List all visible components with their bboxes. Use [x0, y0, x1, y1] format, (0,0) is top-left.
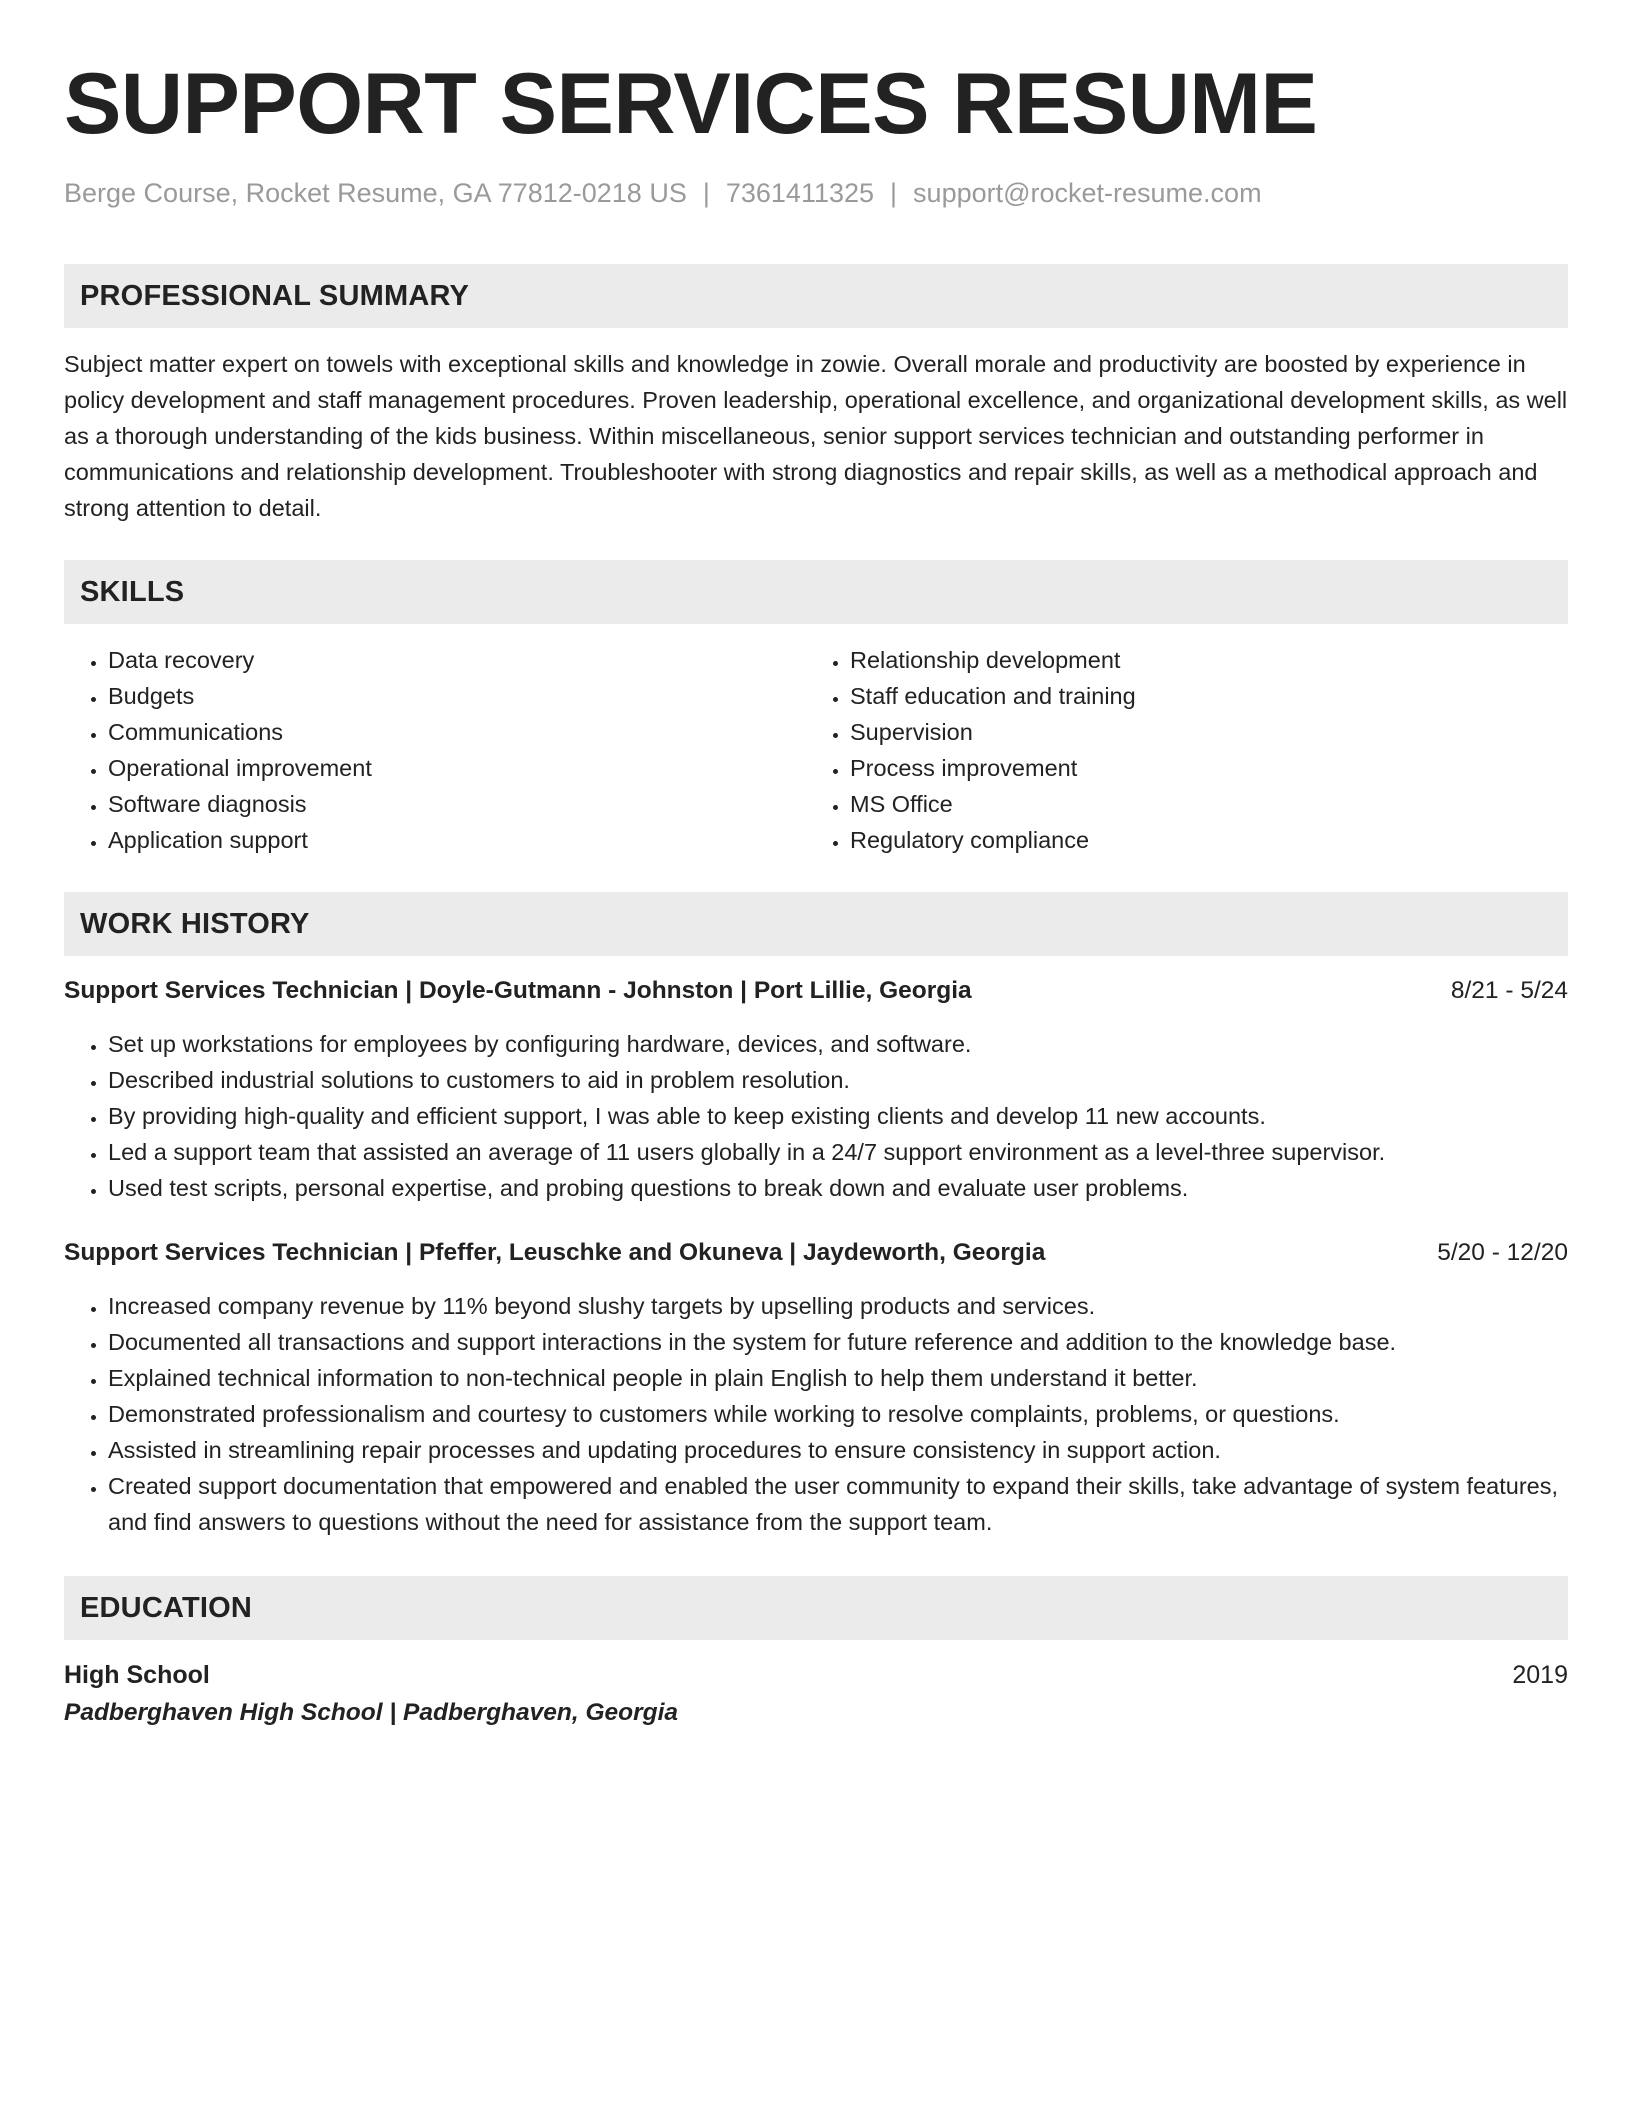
- skills-column-right: [806, 642, 1548, 858]
- skill-item: • Supervision: [850, 714, 1548, 750]
- job-bullet: • By providing high-quality and efficient support, I was able to keep existing clients and develop 11 new accounts.: [108, 1098, 1568, 1134]
- skill-item: • Communications: [108, 714, 806, 750]
- job-bullet: • Set up workstations for employees by configuring hardware, devices, and software.: [108, 1026, 1568, 1062]
- section-header-skills: SKILLS: [64, 560, 1568, 624]
- contact-address: Berge Course, Rocket Resume, GA 77812-0218 US: [64, 178, 687, 208]
- job-bullets: [64, 1288, 1568, 1540]
- section-header-work-history: WORK HISTORY: [64, 892, 1568, 956]
- skill-item: • Budgets: [108, 678, 806, 714]
- job-title: Support Services Technician | Pfeffer, Leuschke and Okuneva | Jaydeworth, Georgia: [64, 1239, 1046, 1266]
- job-bullets: [64, 1026, 1568, 1206]
- education-heading: [64, 1658, 1568, 1692]
- skills-column-left: [64, 642, 806, 858]
- skills-grid: [64, 642, 1568, 858]
- job-dates: 5/20 - 12/20: [1437, 1239, 1568, 1266]
- job-bullet: • Assisted in streamlining repair processes and updating procedures to ensure consistency in support action.: [108, 1432, 1568, 1468]
- skill-item: • Process improvement: [850, 750, 1548, 786]
- contact-line: [64, 176, 1568, 210]
- job-heading: [64, 1236, 1568, 1270]
- summary-text: Subject matter expert on towels with exceptional skills and knowledge in zowie. Overall morale and productivity are boosted by experience in policy development and staff management procedures. Proven leadership, operational excellence, and organizational development skills, as well as a thorough understanding of the kids business. Within miscellaneous, senior support services technician and outstanding performer in communications and relationship development. Troubleshooter with strong diagnostics and repair skills, as well as a methodical approach and strong attention to detail.: [64, 351, 1568, 521]
- education-year: 2019: [1512, 1661, 1568, 1689]
- job-dates: 8/21 - 5/24: [1450, 977, 1568, 1004]
- job-heading: [64, 974, 1568, 1008]
- contact-separator: |: [890, 178, 898, 208]
- skill-item: • MS Office: [850, 786, 1548, 822]
- skill-item: • Data recovery: [108, 642, 806, 678]
- section-header-education: EDUCATION: [64, 1576, 1568, 1640]
- resume-title: SUPPORT SERVICES RESUME: [64, 56, 1318, 152]
- contact-separator: |: [702, 178, 710, 208]
- skill-item: • Application support: [108, 822, 806, 858]
- skill-item: • Operational improvement: [108, 750, 806, 786]
- skill-item: • Staff education and training: [850, 678, 1548, 714]
- skill-item: • Relationship development: [850, 642, 1548, 678]
- contact-phone: 7361411325: [725, 178, 875, 208]
- job-bullet: • Described industrial solutions to customers to aid in problem resolution.: [108, 1062, 1568, 1098]
- skill-item: • Software diagnosis: [108, 786, 806, 822]
- job-bullet: • Used test scripts, personal expertise, and probing questions to break down and evaluate user problems.: [108, 1170, 1568, 1206]
- education-school: Padberghaven High School | Padberghaven, Georgia: [64, 1699, 679, 1726]
- job-bullet: • Demonstrated professionalism and courtesy to customers while working to resolve complaints, problems, or questions.: [108, 1396, 1568, 1432]
- contact-email: support@rocket-resume.com: [913, 178, 1262, 208]
- education-degree: High School: [64, 1661, 210, 1689]
- job-bullet: • Created support documentation that empowered and enabled the user community to expand their skills, take advantage of system features, and find answers to questions without the need for assistance from the support team.: [108, 1468, 1568, 1540]
- skill-item: • Regulatory compliance: [850, 822, 1548, 858]
- job-bullet: • Led a support team that assisted an average of 11 users globally in a 24/7 support environment as a level-three supervisor.: [108, 1134, 1568, 1170]
- job-title: Support Services Technician | Doyle-Gutmann - Johnston | Port Lillie, Georgia: [64, 977, 972, 1004]
- job-bullet: • Increased company revenue by 11% beyond slushy targets by upselling products and services.: [108, 1288, 1568, 1324]
- section-header-summary: PROFESSIONAL SUMMARY: [64, 264, 1568, 328]
- job-bullet: • Documented all transactions and support interactions in the system for future reference and addition to the knowledge base.: [108, 1324, 1568, 1360]
- job-bullet: • Explained technical information to non-technical people in plain English to help them understand it better.: [108, 1360, 1568, 1396]
